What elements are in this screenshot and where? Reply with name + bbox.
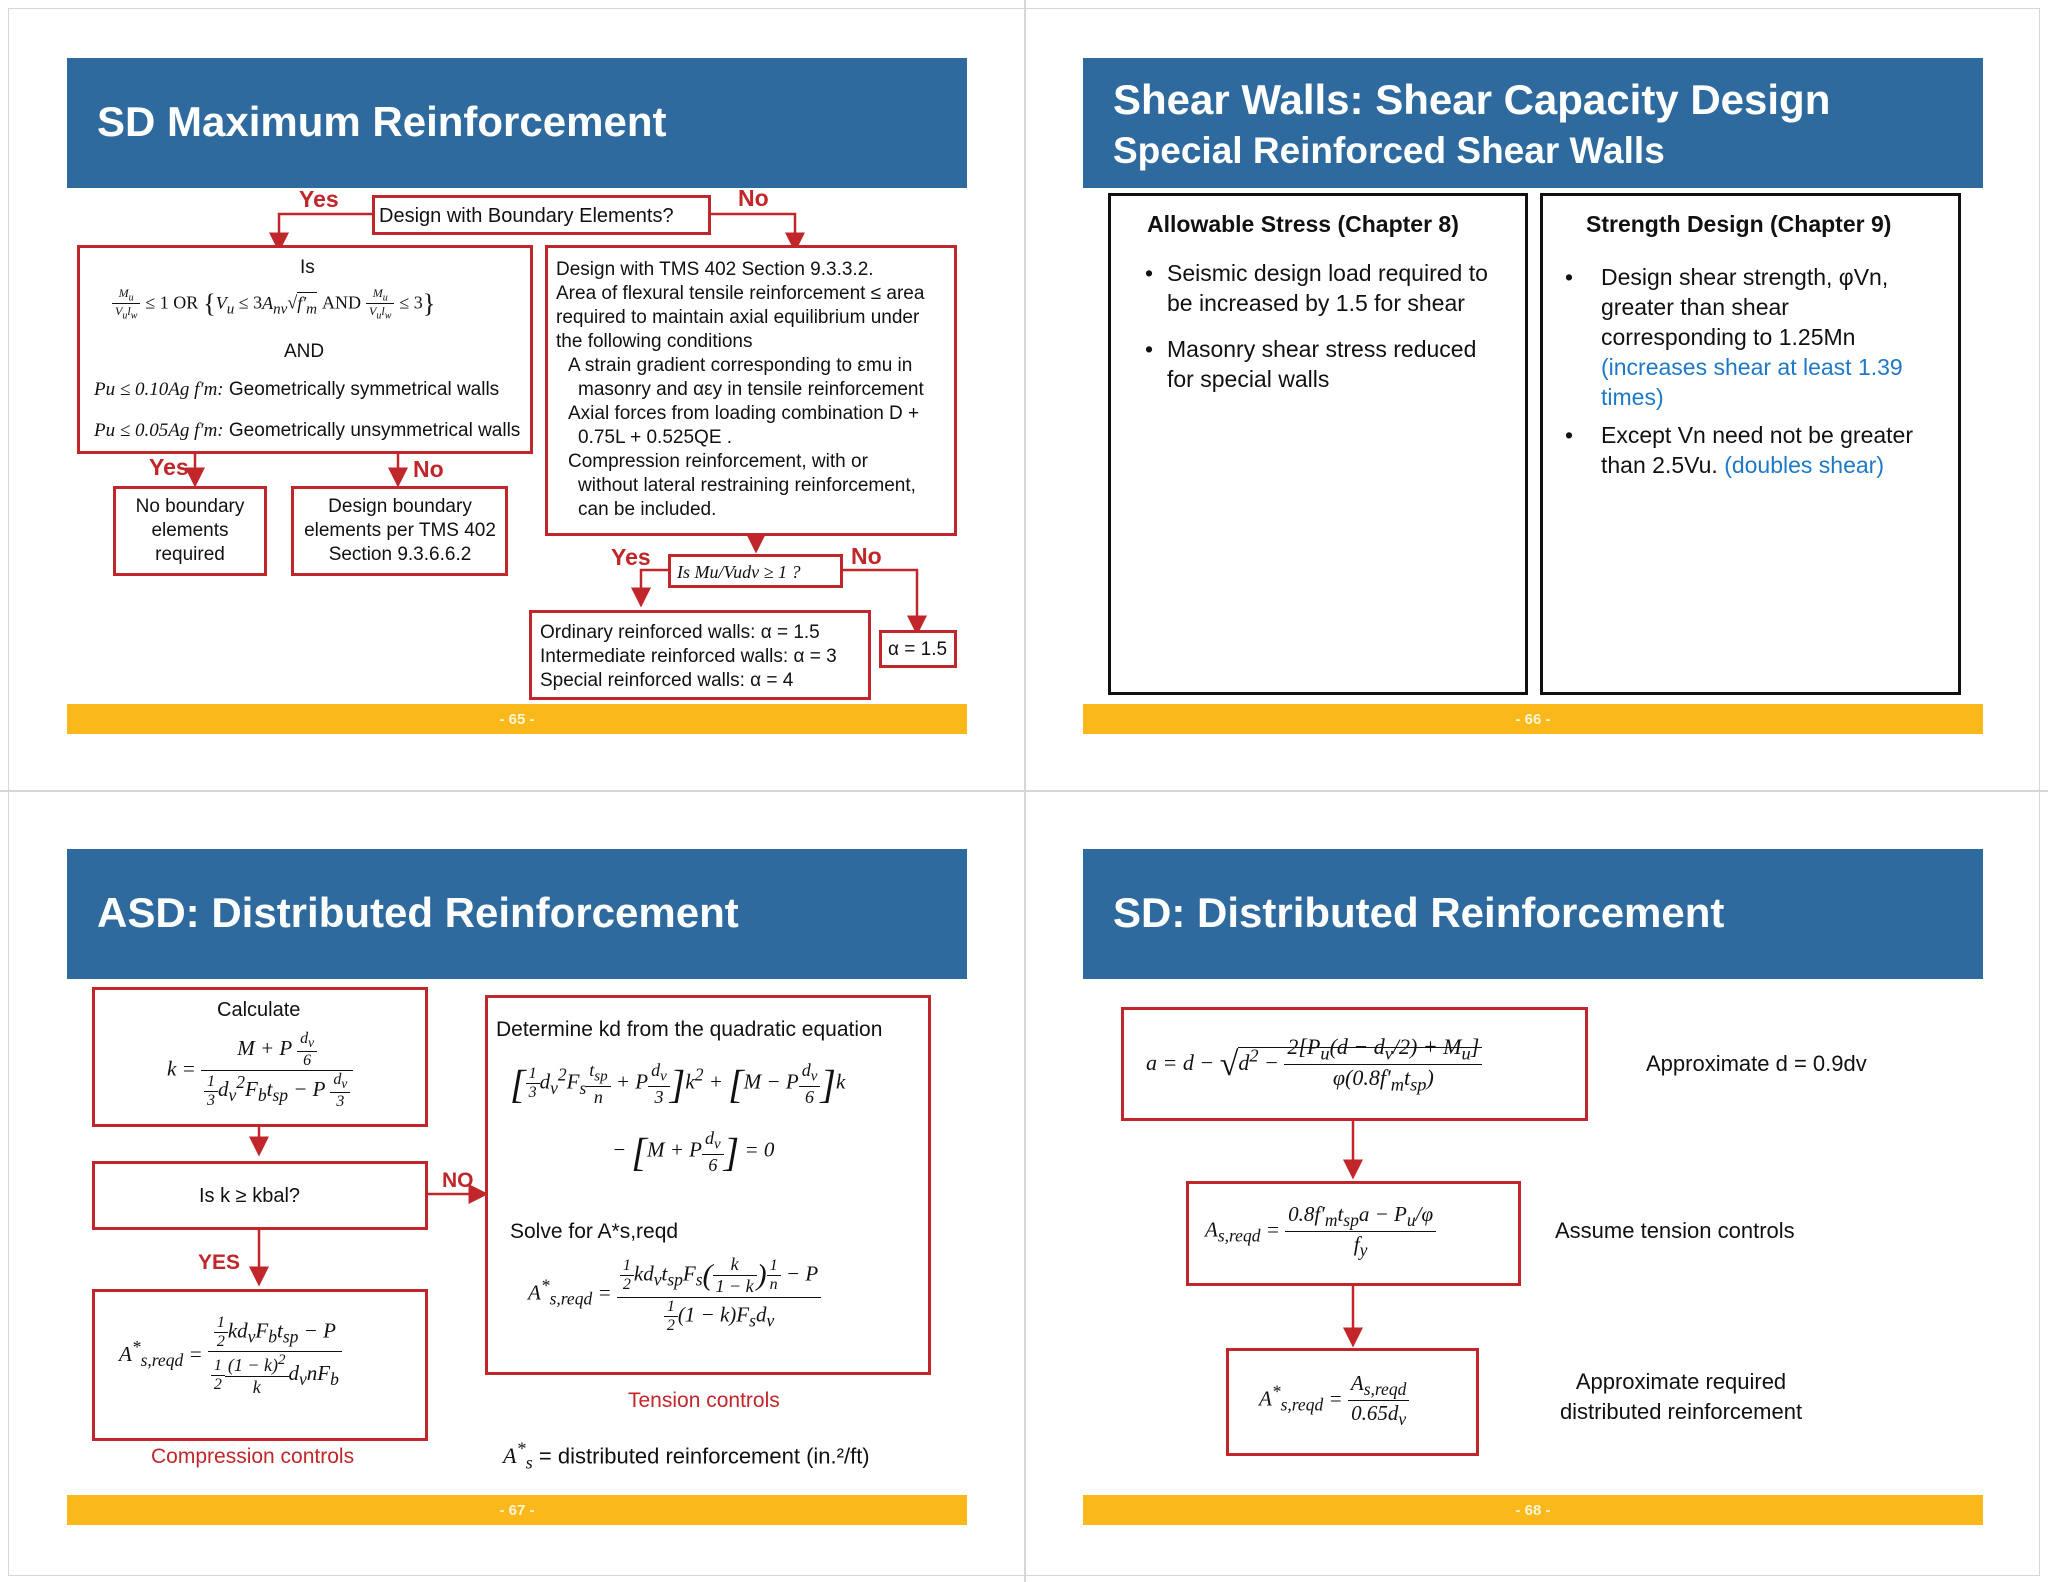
tms-line-2: Area of flexural tensile reinforcement ≤ area (556, 283, 925, 304)
page-number: - 67 - (499, 1502, 535, 1519)
depth-formula: $a = d - √d^2$ − $\frac{2[P_u(d - d_v/2) + M_u]}{\varphi(0.8f'_mt_{sp})}$ (1146, 1034, 1482, 1096)
slide-67 (67, 849, 967, 1529)
slide-title-line-2: Special Reinforced Shear Walls (1113, 130, 1665, 171)
increase-shear-note: (increases shear at least 1.39 times) (1601, 354, 1903, 410)
area-formula: $A_{s,reqd}$ = $\frac{0.8f'_mt_{sp}a - P_u/\varphi}{f_y}$ (1205, 1202, 1436, 1261)
horizontal-divider (0, 790, 2048, 792)
tms-line-7: Axial forces from loading combination D + (568, 403, 920, 424)
alpha-simple: α = 1.5 (888, 639, 948, 660)
cond1-c: ≤ 3 (399, 292, 423, 313)
slide-footer (67, 704, 967, 734)
calculate-label: Calculate (217, 999, 301, 1021)
bullet-except (1565, 420, 1935, 480)
and-label: AND (284, 341, 325, 362)
page-number: - 68 - (1515, 1502, 1551, 1519)
solve-for: Solve for A*s,reqd (510, 1220, 679, 1243)
check-kbal: Is k ≥ kbal? (199, 1185, 301, 1207)
approximate-required (1536, 1367, 1826, 1427)
tension-formula: $A^*_{s,reqd}$ = $\frac{1}{2}$ $kd_vt_{sp}F_s$( $\frac{k}{1 - k}$ ) $\frac{1}{n}$ − P $\frac{1}{2}$ $(1 - k)F_sd_v$ (528, 1254, 821, 1335)
definition-text: = distributed reinforcement (in.²/ft) (538, 1443, 870, 1469)
yes-label: YES (198, 1251, 241, 1274)
tension-formula-box (485, 995, 931, 1375)
doubles-shear-note: (doubles shear) (1724, 452, 1884, 478)
tms-line-10: without lateral restraining reinforcement, (578, 475, 916, 496)
ratio-question-box (668, 554, 843, 588)
condition-line-1: $\frac{M_u}{V_ul_w}$ ≤ 1 OR {$V_u \le 3A_{nv}√f'_m$ AND $\frac{M_u}{V_ul_w}$ ≤ 3} (112, 286, 435, 322)
definition-line: $A^*_s$ = distributed reinforcement (in.²/ft) (503, 1439, 870, 1473)
line3-math: Pu ≤ 0.10Ag f′m: (94, 379, 224, 400)
compression-formula-box (92, 1289, 428, 1441)
quadratic-line-2: − [M + P $\frac{d_v}{6}$ ] = 0 (612, 1128, 775, 1175)
page-number: - 65 - (499, 711, 535, 728)
compression-formula: $A^*_{s,reqd}$ = $\frac{1}{2}$ $kd_vF_bt_{sp} - P$ $\frac{1}{2}$ $\frac{(1 - k)^2}{k}$ $d_vnF_b$ (119, 1314, 342, 1398)
alpha-line-1: Ordinary reinforced walls: α = 1.5 (540, 622, 820, 643)
k-formula: k = M + P $\frac{d_v}{6}$ $\frac{1}{3}$ $d_v^2F_bt_{sp} - P$ $\frac{d_v}{3}$ (167, 1030, 353, 1111)
tms-line-8: 0.75L + 0.525QE . (578, 427, 733, 448)
strength-design-bullets (1565, 262, 1935, 480)
tms-line-11: can be included. (578, 499, 717, 520)
line4-text: Geometrically unsymmetrical walls (228, 420, 521, 441)
calculate-k-box (92, 987, 428, 1127)
yes-label: Yes (299, 186, 339, 212)
slide-title: SD: Distributed Reinforcement (1113, 889, 1725, 936)
no-boundary-box (113, 486, 267, 576)
yes-label-3: Yes (611, 544, 651, 570)
check-kbal-box (92, 1161, 428, 1230)
cond1-a: ≤ 1 OR (145, 292, 199, 313)
slide-title: SD Maximum Reinforcement (97, 98, 667, 145)
no-label-3: No (851, 543, 882, 569)
area-formula-box (1186, 1181, 1521, 1286)
ratio-question: Is Mu/Vudv ≥ 1 ? (677, 562, 801, 582)
tms-line-4: the following conditions (556, 331, 753, 352)
alpha-simple-box (879, 630, 957, 668)
allowable-stress-panel (1108, 193, 1528, 695)
allowable-stress-header: Allowable Stress (Chapter 8) (1147, 211, 1459, 237)
alpha-line-2: Intermediate reinforced walls: α = 3 (540, 646, 837, 667)
determine-kd: Determine kd from the quadratic equation (496, 1018, 883, 1041)
slide-footer (1083, 1495, 1983, 1525)
strength-design-panel (1540, 193, 1961, 695)
tms-line-9: Compression reinforcement, with or (568, 451, 868, 472)
line3-text: Geometrically symmetrical walls (228, 379, 500, 400)
distributed-formula: $A^*_{s,reqd}$ = $\frac{A_{s,reqd}}{0.65d_v}$ (1259, 1371, 1409, 1430)
design-boundary-text: Design boundary elements per TMS 402 Section 9.3.6.6.2 (304, 496, 496, 565)
bullet-masonry: • Masonry shear stress reduced for special walls (1145, 334, 1505, 394)
allowable-stress-bullets (1145, 258, 1505, 394)
tms-line-6: masonry and αεy in tensile reinforcement (578, 379, 924, 400)
bullet-design-shear (1565, 262, 1935, 412)
assume-tension: Assume tension controls (1555, 1218, 1795, 1243)
distributed-formula-box (1226, 1348, 1479, 1456)
line4-math: Pu ≤ 0.05Ag f′m: (94, 420, 224, 441)
slide-footer (1083, 704, 1983, 734)
slide-65 (67, 58, 967, 738)
condition-line-3 (94, 378, 499, 402)
approx-req-line-1: Approximate required (1575, 1369, 1787, 1394)
depth-formula-box (1121, 1007, 1588, 1121)
slide-66 (1083, 58, 1983, 738)
tension-controls: Tension controls (628, 1389, 780, 1412)
alpha-box (529, 610, 871, 700)
no-boundary-text: No boundary elements required (135, 496, 245, 565)
condition-line-4 (94, 419, 520, 443)
boundary-question-box (372, 195, 711, 235)
except-text: Except Vn need not be greater than 2.5Vu. (1601, 422, 1913, 478)
tms-section-box (545, 245, 957, 536)
tms-line-3: required to maintain axial equilibrium under (556, 307, 920, 328)
slide-title: ASD: Distributed Reinforcement (97, 889, 739, 936)
boundary-question: Design with Boundary Elements? (379, 205, 674, 227)
approx-req-line-2: distributed reinforcement (1559, 1399, 1803, 1424)
slide-68 (1083, 849, 1983, 1529)
yes-label-2: Yes (149, 454, 189, 480)
slide-title-line-1: Shear Walls: Shear Capacity Design (1113, 76, 1831, 123)
no-label-2: No (413, 456, 444, 482)
conditions-box (77, 245, 533, 454)
alpha-line-3: Special reinforced walls: α = 4 (540, 670, 794, 691)
tms-line-1: Design with TMS 402 Section 9.3.3.2. (556, 259, 874, 280)
design-shear-text: Design shear strength, φVn, greater than shear corresponding to 1.25Mn (1601, 264, 1889, 350)
slide-footer (67, 1495, 967, 1525)
strength-design-header: Strength Design (Chapter 9) (1586, 211, 1892, 237)
design-boundary-box (291, 486, 508, 576)
quadratic-line-1: [ $\frac{1}{3}$ $d_v^2F_s$ $\frac{t_{sp}}{n}$ + P $\frac{d_v}{3}$ ]$k^2 + [M - P$ $\frac{d_v}{6}$ ]k (510, 1060, 846, 1107)
page-number: - 66 - (1515, 711, 1551, 728)
compression-controls: Compression controls (151, 1445, 355, 1468)
bullet-seismic: • Seismic design load required to be increased by 1.5 for shear (1145, 258, 1505, 318)
is-label: Is (300, 257, 315, 278)
no-label: No (738, 185, 769, 211)
slide-title-bar (1083, 58, 1983, 188)
no-label: NO (442, 1169, 474, 1192)
cond1-b: AND (322, 292, 362, 313)
approximate-d: Approximate d = 0.9dv (1646, 1051, 1867, 1076)
tms-line-5: A strain gradient corresponding to εmu in (568, 355, 913, 376)
